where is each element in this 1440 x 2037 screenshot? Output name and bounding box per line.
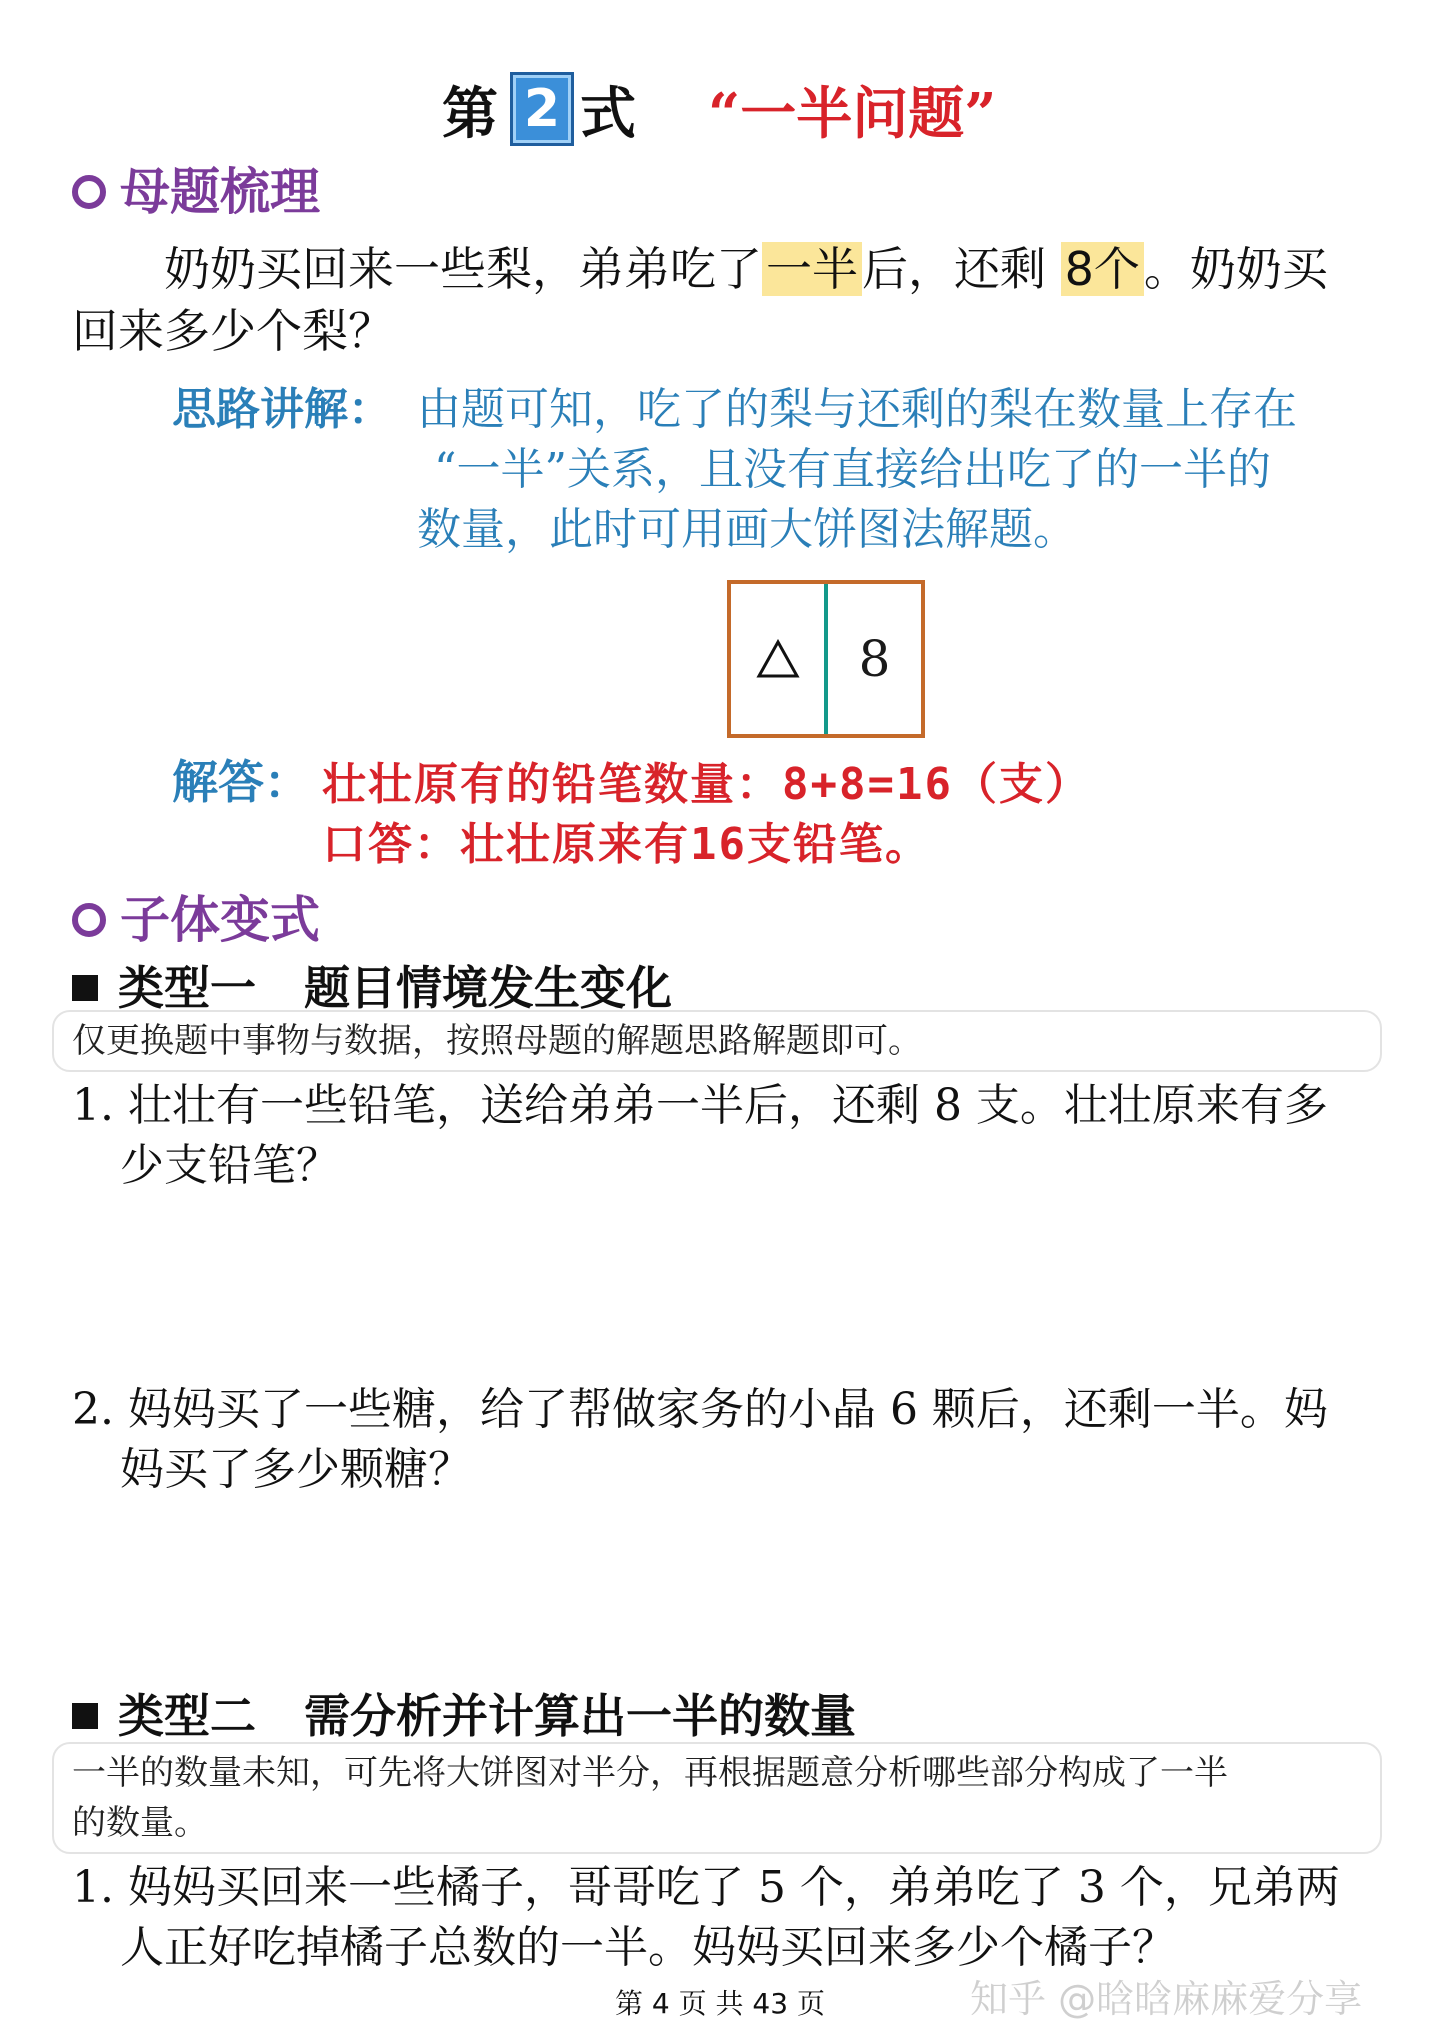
title-prefix: 第: [442, 82, 498, 147]
mother-problem: [72, 238, 1372, 362]
title-topic: “一半问题”: [708, 81, 997, 147]
answer-oral: 口答：壮壮原来有16支铅笔。: [322, 819, 931, 870]
type-heading-1: [72, 952, 672, 1018]
thinking-line: 数量，此时可用画大饼图法解题。: [417, 504, 1077, 555]
exercise-line: 1. 壮壮有一些铅笔，送给弟弟一半后，还剩 8 支。壮壮原来有多: [72, 1080, 1328, 1131]
half-diagram: [727, 580, 925, 738]
exercise-line: 人正好吃掉橘子总数的一半。妈妈买回来多少个橘子？: [120, 1922, 1176, 1973]
page-title: [0, 60, 1440, 150]
highlight-half: 一半: [762, 242, 862, 296]
type-name: 类型一: [118, 961, 256, 1015]
circle-bullet-icon: [72, 175, 106, 209]
answer-calculation: 壮壮原有的铅笔数量：8+8=16（支）: [322, 759, 1091, 810]
type-heading-2: [72, 1680, 856, 1746]
diagram-value: 8: [858, 630, 891, 688]
highlight-remaining: 8个: [1061, 242, 1144, 296]
triangle-icon: [731, 584, 824, 734]
exercise-item: [72, 1858, 1382, 1978]
exercise-line: 2. 妈妈买了一些糖，给了帮做家务的小晶 6 颗后，还剩一半。妈: [72, 1384, 1328, 1435]
problem-line-2: 回来多少个梨？: [72, 304, 394, 358]
thinking-label: 思路讲解：: [172, 384, 392, 435]
exercise-item: [72, 1380, 1382, 1500]
type-name: 类型二: [118, 1689, 256, 1743]
note-line: 一半的数量未知，可先将大饼图对半分，再根据题意分析哪些部分构成了一半: [72, 1753, 1228, 1793]
watermark: 知乎 @晗晗麻麻爱分享: [970, 1977, 1363, 2021]
title-suffix: 式: [580, 82, 636, 147]
note-line: 的数量。: [72, 1803, 208, 1843]
problem-line-1: 奶奶买回来一些梨，弟弟吃了一半后，还剩 8个。奶奶买: [164, 242, 1328, 296]
exercise-line: 妈买了多少颗糖？: [120, 1444, 472, 1495]
section-heading-label: 子体变式: [120, 891, 320, 949]
answer-label: 解答：: [172, 755, 310, 809]
exercise-line: 1. 妈妈买回来一些橘子，哥哥吃了 5 个，弟弟吃了 3 个，兄弟两: [72, 1862, 1340, 1913]
type-title: 题目情境发生变化: [304, 961, 672, 1015]
type-title: 需分析并计算出一半的数量: [304, 1689, 856, 1743]
page-number: 第 4 页 共 43 页: [615, 1987, 825, 2020]
thinking-line: “一半”关系，且没有直接给出吃了的一半的: [434, 444, 1271, 495]
thinking-line: 由题可知，吃了的梨与还剩的梨在数量上存在: [417, 384, 1297, 435]
type2-note: [52, 1742, 1382, 1854]
section-heading-mother: [72, 152, 320, 224]
section-heading-label: 母题梳理: [120, 163, 320, 221]
exercise-line: 少支铅笔？: [120, 1140, 340, 1191]
exercise-item: [72, 1076, 1382, 1196]
circle-bullet-icon: [72, 903, 106, 937]
section-heading-variant: [72, 880, 320, 952]
square-bullet-icon: [72, 975, 98, 1001]
title-number-badge: 2: [510, 72, 574, 146]
square-bullet-icon: [72, 1703, 98, 1729]
type1-note: 仅更换题中事物与数据，按照母题的解题思路解题即可。: [52, 1010, 1382, 1072]
